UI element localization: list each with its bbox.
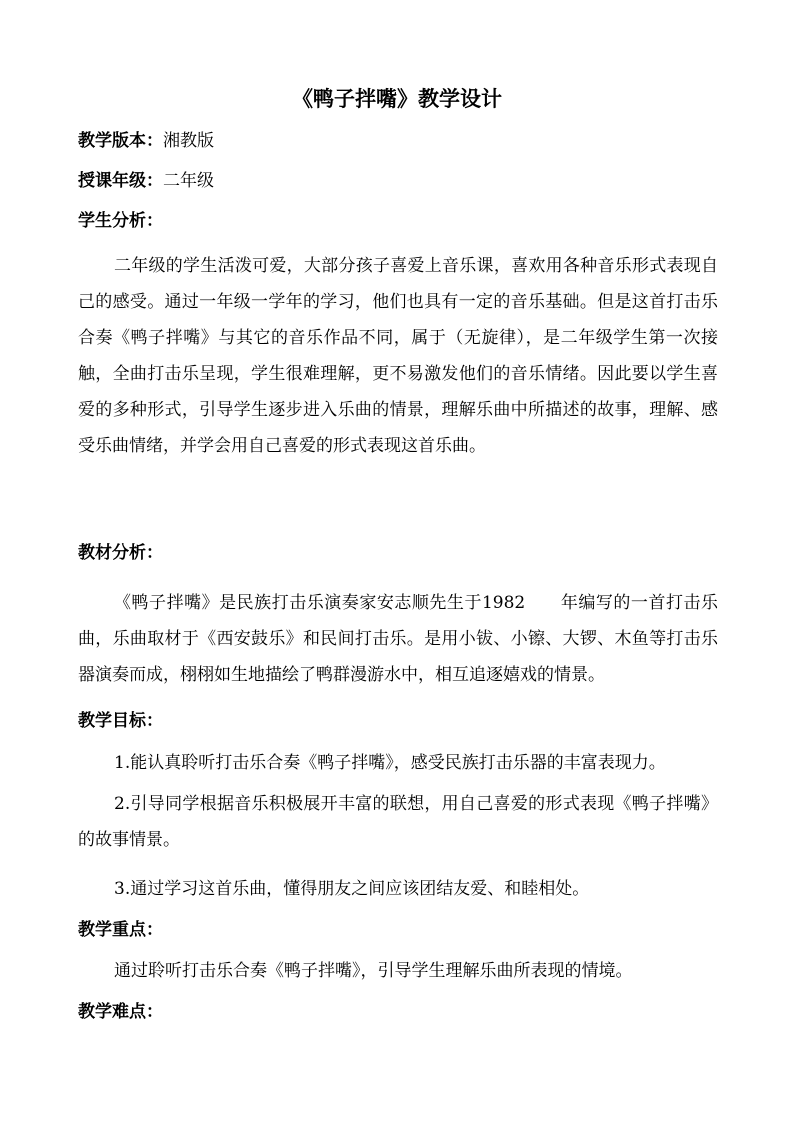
objective-item-1: 1.能认真聆听打击乐合奏《鸭子拌嘴》，感受民族打击乐器的丰富表现力。 [114, 753, 666, 773]
version-line [78, 128, 214, 154]
version-value: 湘教版 [163, 131, 214, 151]
objectives-heading: 教学目标： [78, 711, 163, 731]
student-analysis-heading: 学生分析： [78, 211, 163, 231]
objective-item-3: 3.通过学习这首乐曲，懂得朋友之间应该团结友爱、和睦相处。 [114, 879, 590, 899]
material-analysis-heading: 教材分析： [78, 543, 163, 563]
version-label: 教学版本： [78, 131, 163, 151]
student-analysis-paragraph: 二年级的学生活泼可爱，大部分孩子喜爱上音乐课，喜欢用各种音乐形式表现自己的感受。通过一年级一学年的学习，他们也具有一定的音乐基础。但是这首打击乐合奏《鸭子拌嘴》与其它的音乐作品不同，属于（无旋律），是二年级学生第一次接触，全曲打击乐呈现，学生很难理解，更不易激发他们的音乐情绪。因此要以学生喜爱的多种形式，引导学生逐步进入乐曲的情景，理解乐曲中所描述的故事，理解、感受乐曲情绪，并学会用自己喜爱的形式表现这首乐曲。 [78, 256, 718, 456]
objective-item-2: 2.引导同学根据音乐积极展开丰富的联想，用自己喜爱的形式表现《鸭子拌嘴》的故事情景。 [78, 794, 718, 850]
material-analysis-paragraph: 《鸭子拌嘴》是民族打击乐演奏家安志顺先生于1982 年编写的一首打击乐曲，乐曲取材于《西安鼓乐》和民间打击乐。是用小钹、小镲、大锣、木鱼等打击乐器演奏而成，栩栩如生地描绘了鸭群漫游水中，相互追逐嬉戏的情景。 [78, 593, 718, 685]
difficulties-heading: 教学难点： [78, 1002, 163, 1022]
grade-label: 授课年级： [78, 171, 163, 191]
grade-line [78, 168, 214, 194]
key-points-paragraph: 通过聆听打击乐合奏《鸭子拌嘴》，引导学生理解乐曲所表现的情境。 [114, 961, 633, 981]
page-title: 《鸭子拌嘴》教学设计 [292, 86, 502, 111]
grade-value: 二年级 [163, 171, 214, 191]
key-points-heading: 教学重点： [78, 920, 163, 940]
